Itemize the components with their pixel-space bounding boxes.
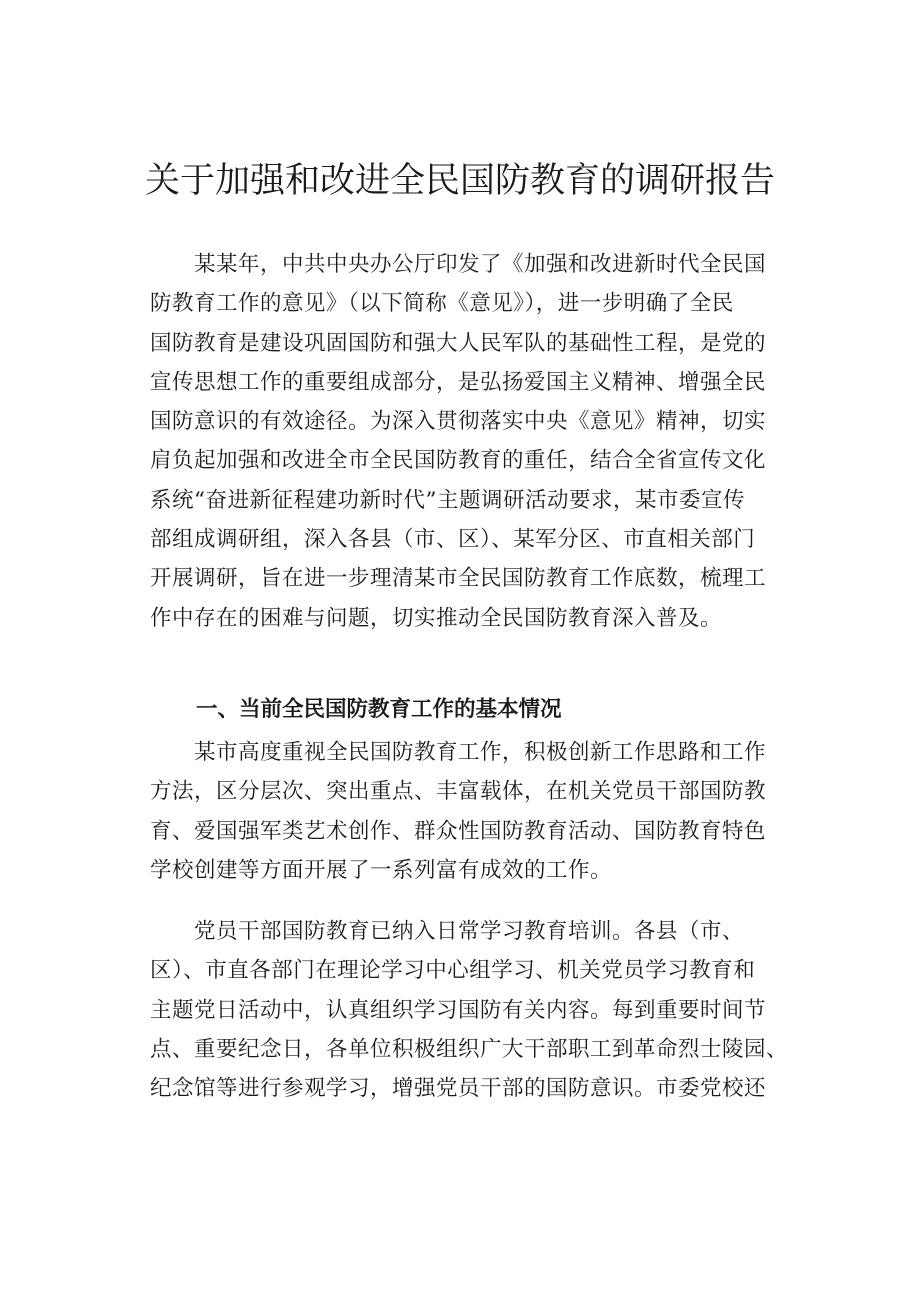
paragraph-intro bbox=[150, 245, 810, 638]
text-line: 部组成调研组，深入各县（市、区）、某军分区、市直相关部门 bbox=[150, 527, 756, 553]
text-line: 国防意识的有效途径。为深入贯彻落实中央《意见》精神，切实 bbox=[150, 409, 767, 435]
text-line: 点、重要纪念日，各单位积极组织广大干部职工到革命烈士陵园、 bbox=[150, 1036, 789, 1062]
text-line: 肩负起加强和改进全市全民国防教育的重任，结合全省宣传文化 bbox=[150, 448, 767, 474]
text-line: 国防教育是建设巩固国防和强大人民军队的基础性工程，是党的 bbox=[150, 330, 767, 356]
text-line: 防教育工作的意见》（以下简称《意见》），进一步明确了全民 bbox=[150, 291, 734, 317]
paragraph-overview bbox=[150, 733, 810, 890]
document-title: 关于加强和改进全民国防教育的调研报告 bbox=[144, 161, 775, 201]
text-line: 作中存在的困难与问题，切实推动全民国防教育深入普及。 bbox=[150, 605, 723, 631]
text-line: 某市高度重视全民国防教育工作，积极创新工作思路和工作 bbox=[150, 740, 767, 765]
text-line: 系统“奋进新征程建功新时代”主题调研活动要求，某市委宣传 bbox=[150, 487, 745, 513]
text-line: 区）、市直各部门在理论学习中心组学习、机关党员学习教育和 bbox=[150, 958, 756, 984]
text-line: 方法，区分层次、突出重点、丰富载体，在机关党员干部国防教 bbox=[150, 779, 767, 805]
text-line: 主题党日活动中，认真组织学习国防有关内容。每到重要时间节 bbox=[150, 997, 767, 1023]
text-line: 开展调研，旨在进一步理清某市全民国防教育工作底数，梳理工 bbox=[150, 566, 767, 592]
text-line: 党员干部国防教育已纳入日常学习教育培训。各县（市、 bbox=[150, 919, 745, 944]
text-line: 学校创建等方面开展了一系列富有成效的工作。 bbox=[150, 857, 613, 883]
text-line: 纪念馆等进行参观学习，增强党员干部的国防意识。市委党校还 bbox=[150, 1076, 767, 1102]
text-line: 宣传思想工作的重要组成部分，是弘扬爱国主义精神、增强全民 bbox=[150, 369, 767, 395]
text-line: 育、爱国强军类艺术创作、群众性国防教育活动、国防教育特色 bbox=[150, 818, 767, 844]
paragraph-cadre-education bbox=[150, 912, 810, 1108]
section-heading: 一、当前全民国防教育工作的基本情况 bbox=[196, 697, 562, 722]
text-line: 某某年，中共中央办公厅印发了《加强和改进新时代全民国 bbox=[150, 252, 767, 277]
